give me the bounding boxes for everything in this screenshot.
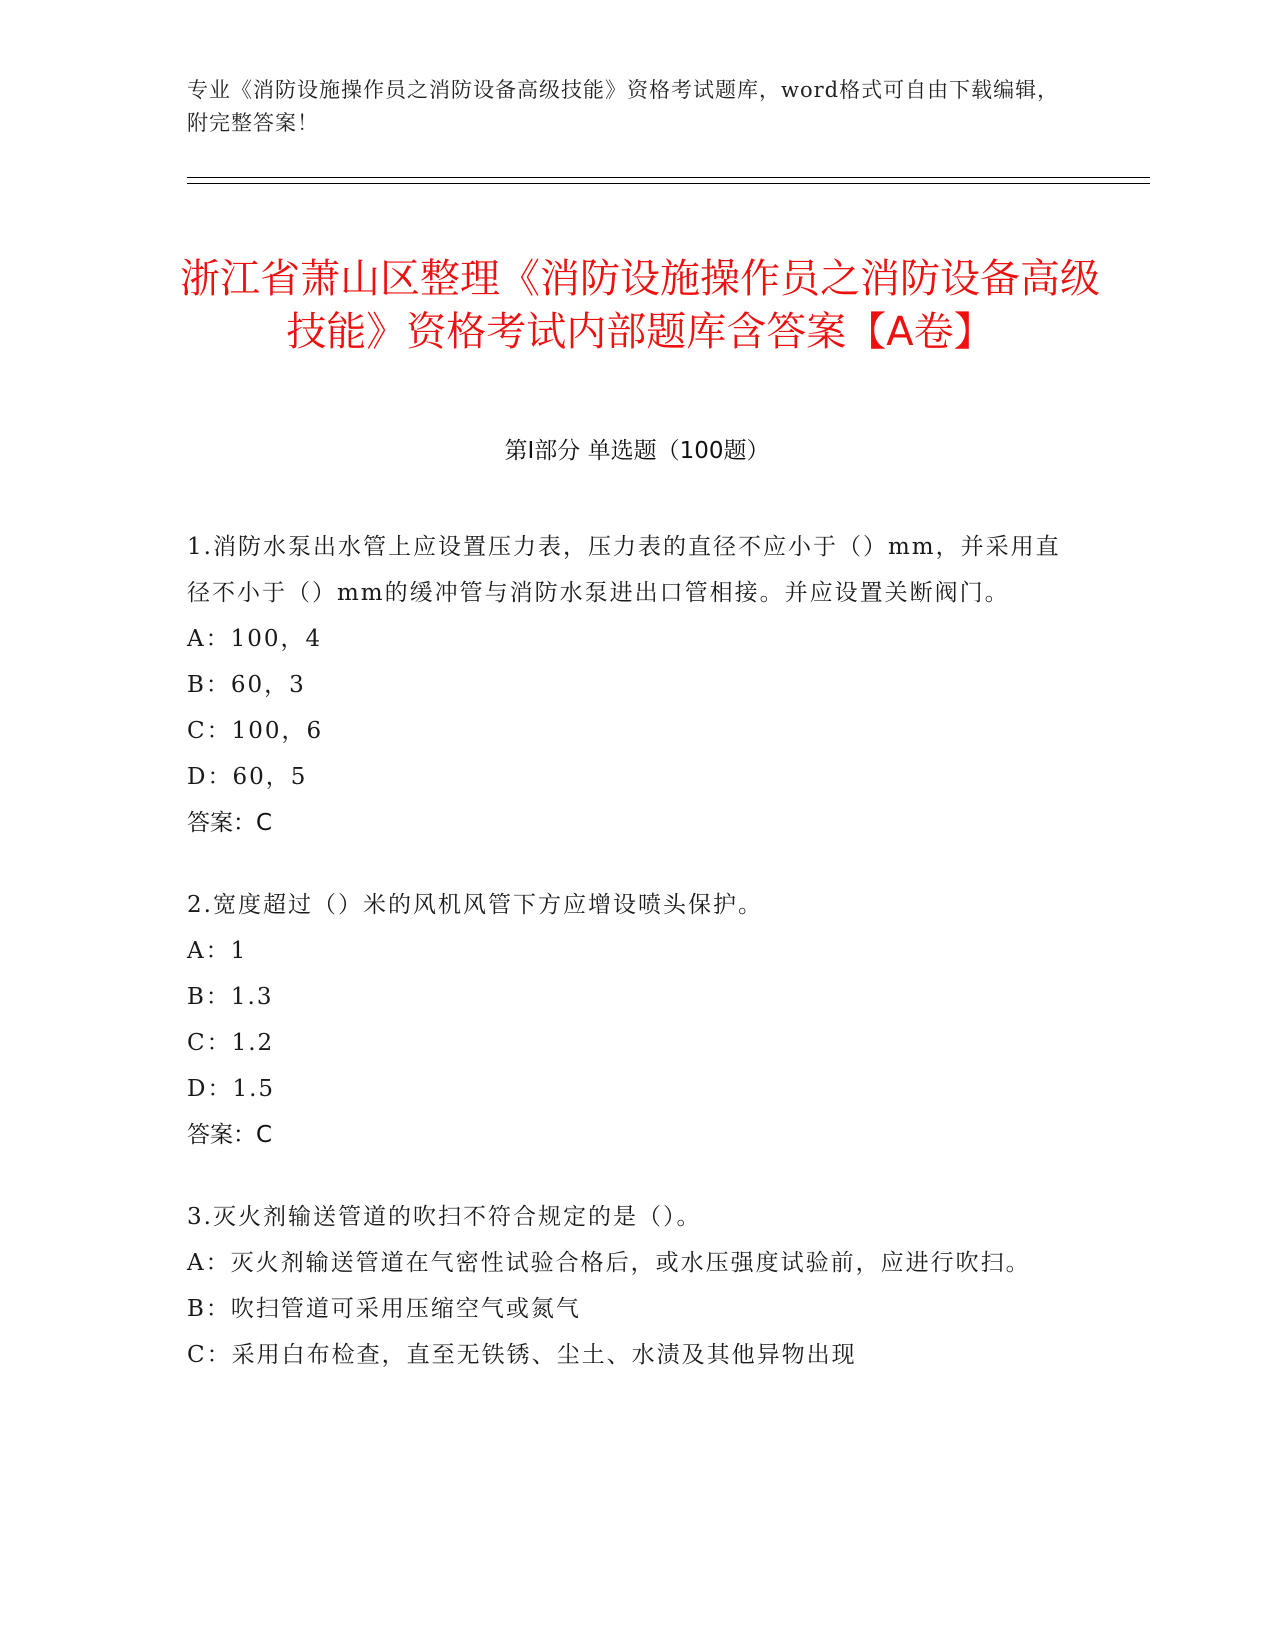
section-heading: 第I部分 单选题（100题） xyxy=(504,438,770,464)
question-list xyxy=(187,524,1067,1414)
option-a: A：100，4 xyxy=(187,626,323,652)
header-divider-top xyxy=(187,177,1150,178)
option-a: A：1 xyxy=(187,938,248,964)
option-d: D：1.5 xyxy=(187,1076,276,1102)
option-b: B：60，3 xyxy=(187,672,306,698)
answer: 答案：C xyxy=(187,1122,273,1148)
header-divider-bottom xyxy=(187,183,1150,184)
question-stem: 1.消防水泵出水管上应设置压力表，压力表的直径不应小于（）mm，并采用直径不小于（）mm的缓冲管与消防水泵进出口管相接。并应设置关断阀门。 xyxy=(187,534,1061,606)
option-a: A：灭火剂输送管道在气密性试验合格后，或水压强度试验前，应进行吹扫。 xyxy=(187,1250,1031,1276)
option-b: B：1.3 xyxy=(187,984,274,1010)
option-c: C：1.2 xyxy=(187,1030,275,1056)
answer: 答案：C xyxy=(187,810,273,836)
option-b: B：吹扫管道可采用压缩空气或氮气 xyxy=(187,1296,581,1322)
option-c: C：采用白布检查，直至无铁锈、尘土、水渍及其他异物出现 xyxy=(187,1342,857,1368)
question-1 xyxy=(187,524,1067,846)
document-title: 浙江省萧山区整理《消防设施操作员之消防设备高级技能》资格考试内部题库含答案【A卷】 xyxy=(180,255,1100,355)
question-stem: 3.灭火剂输送管道的吹扫不符合规定的是（）。 xyxy=(187,1204,702,1230)
option-d: D：60，5 xyxy=(187,764,308,790)
question-2 xyxy=(187,882,1067,1158)
question-stem: 2.宽度超过（）米的风机风管下方应增设喷头保护。 xyxy=(187,892,763,918)
header-note: 专业《消防设施操作员之消防设备高级技能》资格考试题库，word格式可自由下载编辑，附完整答案！ xyxy=(187,78,1060,135)
option-c: C：100，6 xyxy=(187,718,324,744)
question-3 xyxy=(187,1194,1067,1378)
